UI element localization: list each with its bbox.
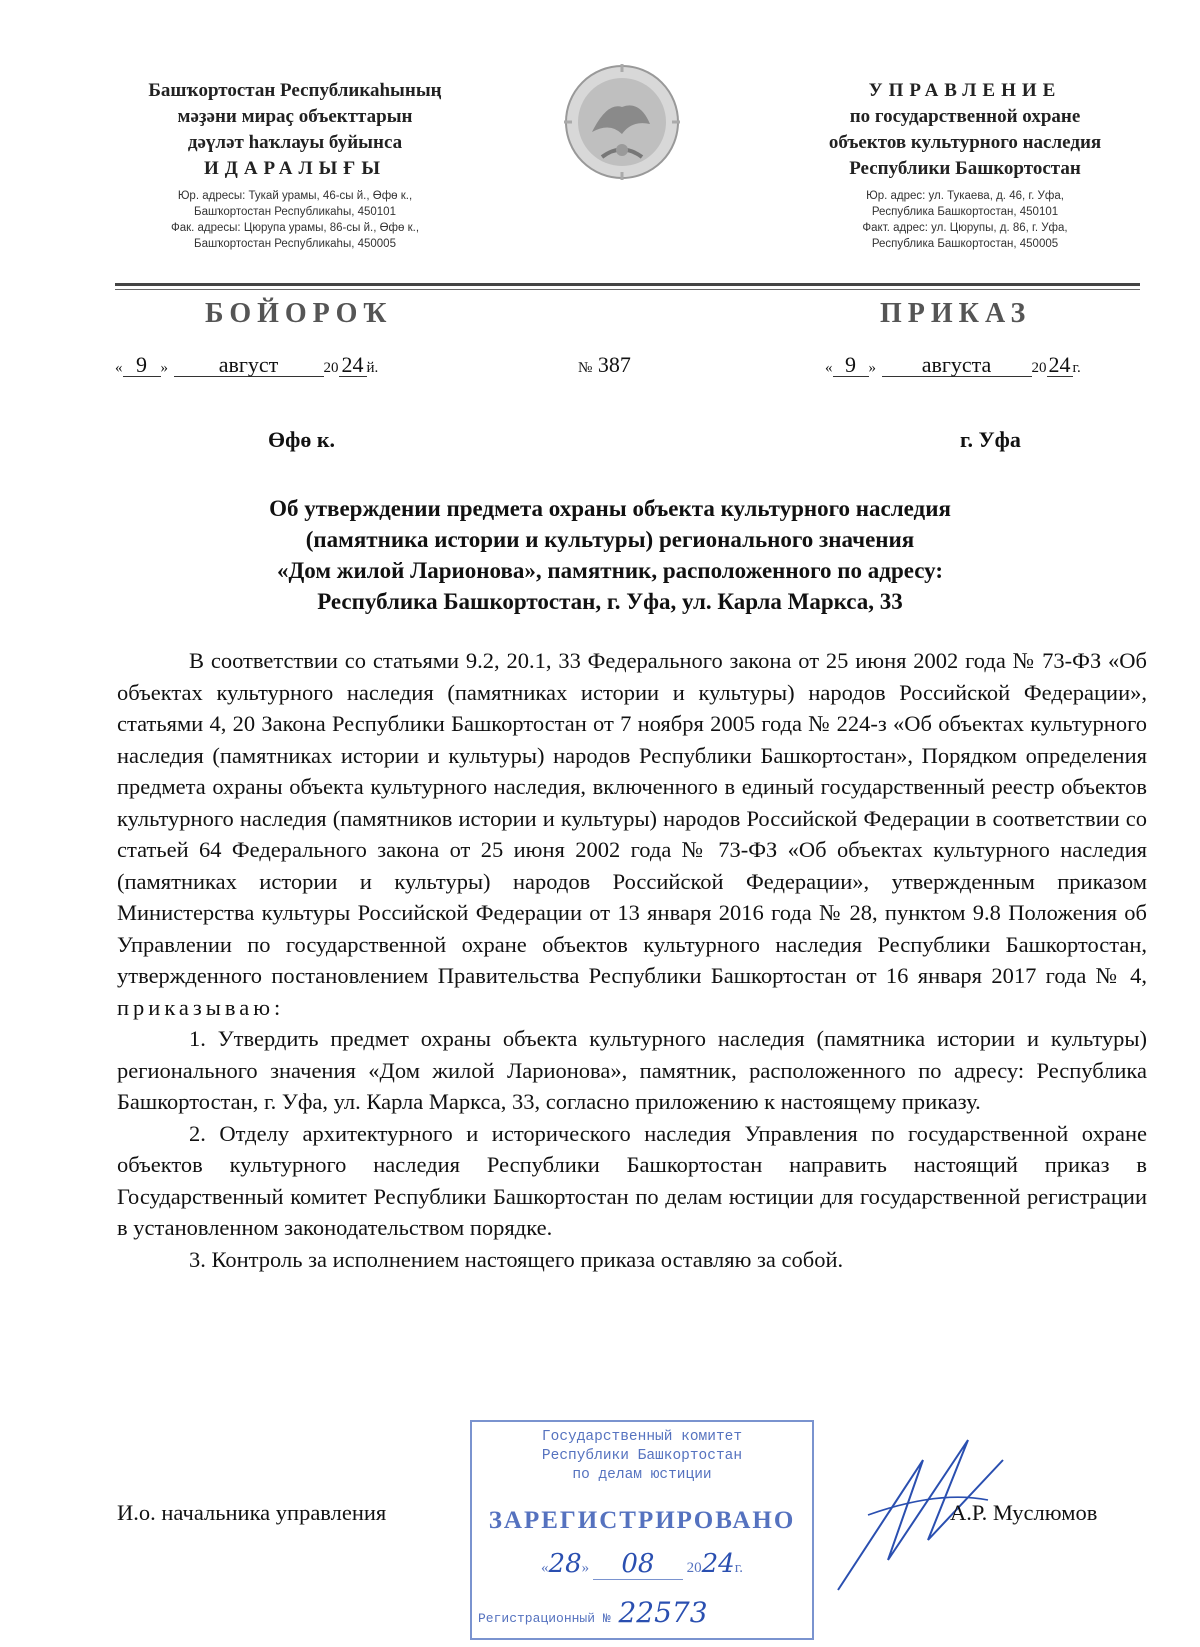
date-month: августа bbox=[882, 354, 1032, 377]
stamp-year: 24 bbox=[701, 1549, 735, 1579]
address-ba-line: Фак. адресы: Цюрупа урамы, 86-сы й., Өфө к., bbox=[170, 222, 420, 234]
signer-name: А.Р. Муслюмов bbox=[950, 1500, 1098, 1525]
header-ba-line-1: Башҡортостан Республикаһының bbox=[148, 80, 442, 101]
address-ru-line: Юр. адрес: ул. Тукаева, д. 46, г. Уфа, bbox=[866, 190, 1064, 202]
stamp-year-suffix: г. bbox=[734, 1560, 743, 1576]
stamp-reg-number bbox=[472, 1596, 812, 1629]
address-ba-line: Башҡортостан Республикаһы, 450005 bbox=[194, 238, 396, 250]
stamp-year-prefix: 20 bbox=[686, 1560, 702, 1576]
stamp-reg-label: Регистрационный № bbox=[478, 1611, 611, 1626]
stamp-day: 28 bbox=[548, 1549, 582, 1579]
quote-open: « bbox=[115, 360, 123, 376]
address-ba-line: Юр. адресы: Тукай урамы, 46-сы й., Өфө к., bbox=[177, 190, 413, 202]
body-item-2: 2. Отделу архитектурного и исторического наследия Управления по государственной охране объектов культурного наследия Республики Башкортостан направить настоящий приказ в Государственный комитет Республики Башкортостан по делам юстиции для государственной регистрации в установленном законодательством порядке. bbox=[117, 1120, 1147, 1240]
stamp-line: по делам юстиции bbox=[572, 1467, 712, 1483]
intro-text: В соответствии со статьями 9.2, 20.1, 33 Федерального закона от 25 июня 2002 года № 73-ФЗ «Об объектах культурного наследия (памятниках истории и культуры) народов Российской Федерации», статьями 4, 20 Закона Республики Башкортостан от 7 ноября 2005 года № 224-з «Об объектах культурного наследия (памятниках истории и культуры) народов Республики Башкортостан», Порядком определения предмета охраны объекта культурного наследия, включенного в единый государственный реестр объектов культурного наследия (памятников истории и культуры) народов Российской Федерации в соответствии со статьей 64 Федерального закона от 25 июня 2002 года № 73-ФЗ «Об объектах культурного наследия (памятниках истории и культуры) народов Российской Федерации», утвержденным приказом Министерства культуры Российской Федерации от 13 января 2016 года № 28, пунктом 9.8 Положения об Управлении по государственной охране объектов культурного наследия Республики Башкортостан, утвержденного постановлением Правительства Республики Башкортостан от 16 января 2017 года № 4, bbox=[117, 648, 1147, 988]
address-ru-line: Республика Башкортостан, 450005 bbox=[871, 238, 1059, 250]
date-year: 24 bbox=[339, 354, 367, 377]
number-value: 387 bbox=[597, 352, 631, 377]
order-number bbox=[578, 352, 631, 378]
address-ru-line: Республика Башкортостан, 450101 bbox=[871, 206, 1059, 218]
document-body bbox=[117, 645, 1147, 1275]
year-prefix: 20 bbox=[323, 360, 339, 376]
header-ru-line-3: Республики Башкортостан bbox=[849, 158, 1081, 179]
year-suffix: й. bbox=[366, 360, 379, 376]
date-day: 9 bbox=[833, 354, 869, 377]
doc-type-bashkir: БОЙОРОҠ bbox=[205, 298, 393, 329]
stamp-line: Государственный комитет bbox=[541, 1429, 743, 1445]
stamp-line: Республики Башкортостан bbox=[541, 1448, 743, 1464]
doc-type-russian: ПРИКАЗ bbox=[880, 298, 1032, 329]
title-line: Республика Башкортостан, г. Уфа, ул. Карла Маркса, 33 bbox=[317, 589, 903, 614]
title-line: «Дом жилой Ларионова», памятник, расположенного по адресу: bbox=[276, 558, 943, 583]
address-bashkir bbox=[110, 188, 480, 252]
city-bashkir: Өфө к. bbox=[268, 427, 336, 452]
date-day: 9 bbox=[123, 354, 161, 377]
header-ru-line-1: по государственной охране bbox=[849, 106, 1081, 127]
date-bashkir bbox=[115, 352, 378, 378]
header-bashkir bbox=[100, 78, 490, 182]
stamp-date: «28» 08 2024г. bbox=[541, 1549, 743, 1579]
title-line: (памятника истории и культуры) регионального значения bbox=[305, 527, 915, 552]
body-item-3: 3. Контроль за исполнением настоящего приказа оставляю за собой. bbox=[189, 1246, 844, 1272]
body-item-1: 1. Утвердить предмет охраны объекта культурного наследия (памятника истории и культуры) регионального значения «Дом жилой Ларионова», памятник, расположенного по адресу: Республика Башкортостан, г. Уфа, ул. Карла Маркса, 33, согласно приложению к настоящему приказу. bbox=[117, 1026, 1147, 1114]
stamp-month: 08 bbox=[593, 1549, 683, 1580]
year-prefix: 20 bbox=[1031, 360, 1047, 376]
date-year: 24 bbox=[1048, 352, 1071, 377]
header-ba-org: ИДАРАЛЫҒЫ bbox=[203, 158, 387, 179]
quote-close: » bbox=[160, 360, 168, 376]
order-word: приказываю: bbox=[117, 994, 285, 1020]
stamp-registered: ЗАРЕГИСТРИРОВАНО bbox=[488, 1507, 796, 1534]
date-month: август bbox=[174, 354, 324, 377]
address-ba-line: Башҡортостан Республикаһы, 450101 bbox=[194, 206, 396, 218]
year-suffix: г. bbox=[1072, 360, 1081, 376]
registration-stamp bbox=[470, 1420, 814, 1640]
address-russian bbox=[790, 188, 1140, 252]
header-divider-thin bbox=[115, 289, 1140, 290]
header-russian bbox=[770, 78, 1160, 182]
date-russian bbox=[825, 352, 1081, 378]
body-intro bbox=[117, 645, 1147, 1023]
coat-of-arms-icon bbox=[562, 62, 682, 182]
stamp-reg-value: 22573 bbox=[618, 1596, 708, 1629]
header-ru-org: УПРАВЛЕНИЕ bbox=[868, 80, 1062, 101]
quote-close: » bbox=[868, 360, 876, 376]
signer-position: И.о. начальника управления bbox=[117, 1500, 387, 1525]
document-title bbox=[160, 493, 1060, 617]
number-label: № bbox=[578, 360, 593, 376]
address-ru-line: Факт. адрес: ул. Цюрупы, д. 86, г. Уфа, bbox=[862, 222, 1068, 234]
title-line: Об утверждении предмета охраны объекта культурного наследия bbox=[269, 496, 951, 521]
header-ba-line-2: мәҙәни мираҫ объекттарын bbox=[177, 106, 413, 127]
quote-open: « bbox=[825, 360, 833, 376]
header-divider bbox=[115, 283, 1140, 286]
city-russian: г. Уфа bbox=[960, 427, 1021, 452]
header-ru-line-2: объектов культурного наследия bbox=[828, 132, 1102, 153]
header-ba-line-3: дәүләт һаҡлауы буйынса bbox=[187, 132, 403, 153]
